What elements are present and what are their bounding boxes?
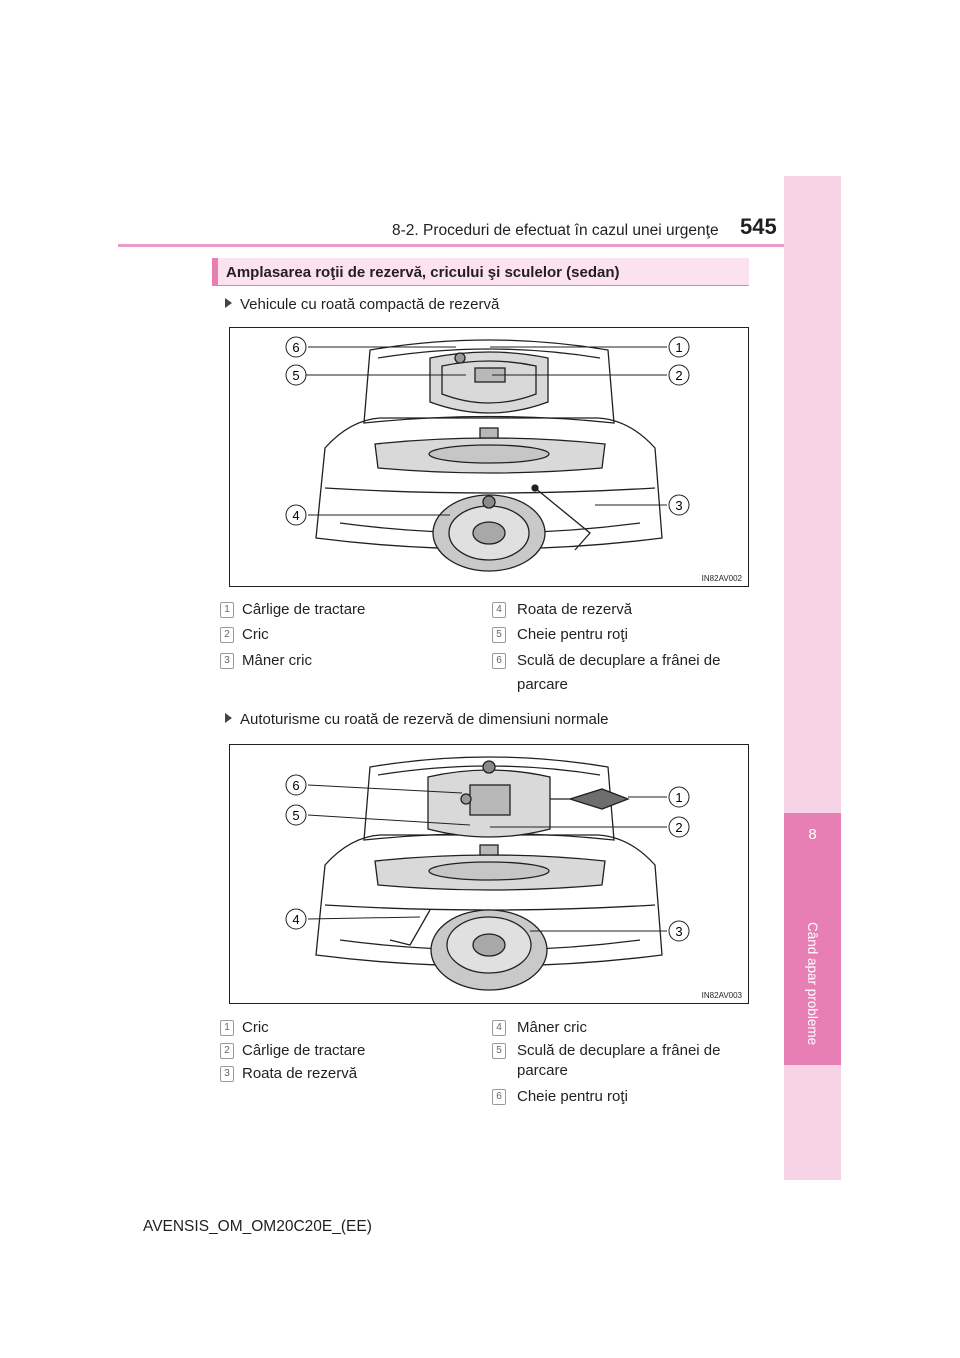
figure2-caption: Autoturisme cu roată de rezervă de dimensiuni normale	[225, 711, 609, 728]
legend-item: Mâner cric	[242, 652, 313, 669]
section-title: Amplasarea roţii de rezervă, cricului şi sculelor (sedan)	[226, 264, 620, 281]
callout-2: 2	[675, 820, 683, 835]
figure1-illustration	[229, 327, 749, 587]
legend-item: Sculă de decuplare a frânei de	[517, 652, 721, 669]
figure1-code: IN82AV002	[701, 574, 742, 583]
header-rule	[118, 244, 784, 247]
legend-item: Mâner cric	[517, 1019, 588, 1036]
legend-item: Roata de rezervă	[517, 601, 633, 618]
legend-badge: 2	[220, 627, 234, 643]
legend-badge: 3	[220, 653, 234, 669]
legend-badge: 3	[220, 1066, 234, 1082]
figure2-code: IN82AV003	[701, 991, 742, 1000]
legend-badge: 6	[492, 1089, 506, 1105]
figure2-illustration	[229, 744, 749, 1004]
legend-item-continued: parcare	[517, 1062, 568, 1079]
callout-3: 3	[675, 498, 683, 513]
callout-4: 4	[292, 508, 300, 523]
chapter-title: Când apar probleme	[805, 922, 820, 1046]
section-header: 8-2. Proceduri de efectuat în cazul unei urgenţe	[392, 222, 719, 239]
chapter-number: 8	[808, 826, 817, 843]
legend-badge: 4	[492, 1020, 506, 1036]
callout-6: 6	[292, 778, 300, 793]
trunk-compact-spare-drawing	[230, 328, 748, 586]
document-footer: AVENSIS_OM_OM20C20E_(EE)	[143, 1218, 372, 1235]
legend-item: Cârlige de tractare	[242, 1042, 366, 1059]
callout-4: 4	[292, 912, 300, 927]
legend-item: Roata de rezervă	[242, 1065, 358, 1082]
callout-1: 1	[675, 790, 683, 805]
bullet-triangle-icon	[225, 713, 232, 723]
callout-3: 3	[675, 924, 683, 939]
legend-badge: 2	[220, 1043, 234, 1059]
callout-2: 2	[675, 368, 683, 383]
legend-badge: 5	[492, 627, 506, 643]
legend-badge: 6	[492, 653, 506, 669]
legend-item: Cheie pentru roţi	[517, 1088, 628, 1105]
legend-badge: 1	[220, 1020, 234, 1036]
legend-item-continued: parcare	[517, 676, 568, 693]
legend-item: Sculă de decuplare a frânei de	[517, 1042, 721, 1059]
callout-6: 6	[292, 340, 300, 355]
callout-5: 5	[292, 368, 300, 383]
legend-badge: 4	[492, 602, 506, 618]
figure2-legend	[216, 1018, 756, 1118]
legend-item: Cric	[242, 1019, 269, 1036]
figure1-caption: Vehicule cu roată compactă de rezervă	[225, 296, 499, 313]
callout-5: 5	[292, 808, 300, 823]
bullet-triangle-icon	[225, 298, 232, 308]
legend-badge: 1	[220, 602, 234, 618]
callout-1: 1	[675, 340, 683, 355]
figure1-legend	[216, 600, 756, 695]
legend-item: Cric	[242, 626, 269, 643]
legend-item: Cheie pentru roţi	[517, 626, 628, 643]
trunk-full-spare-drawing	[230, 745, 748, 1003]
page-number: 545	[740, 214, 777, 239]
legend-item: Cârlige de tractare	[242, 601, 366, 618]
legend-badge: 5	[492, 1043, 506, 1059]
